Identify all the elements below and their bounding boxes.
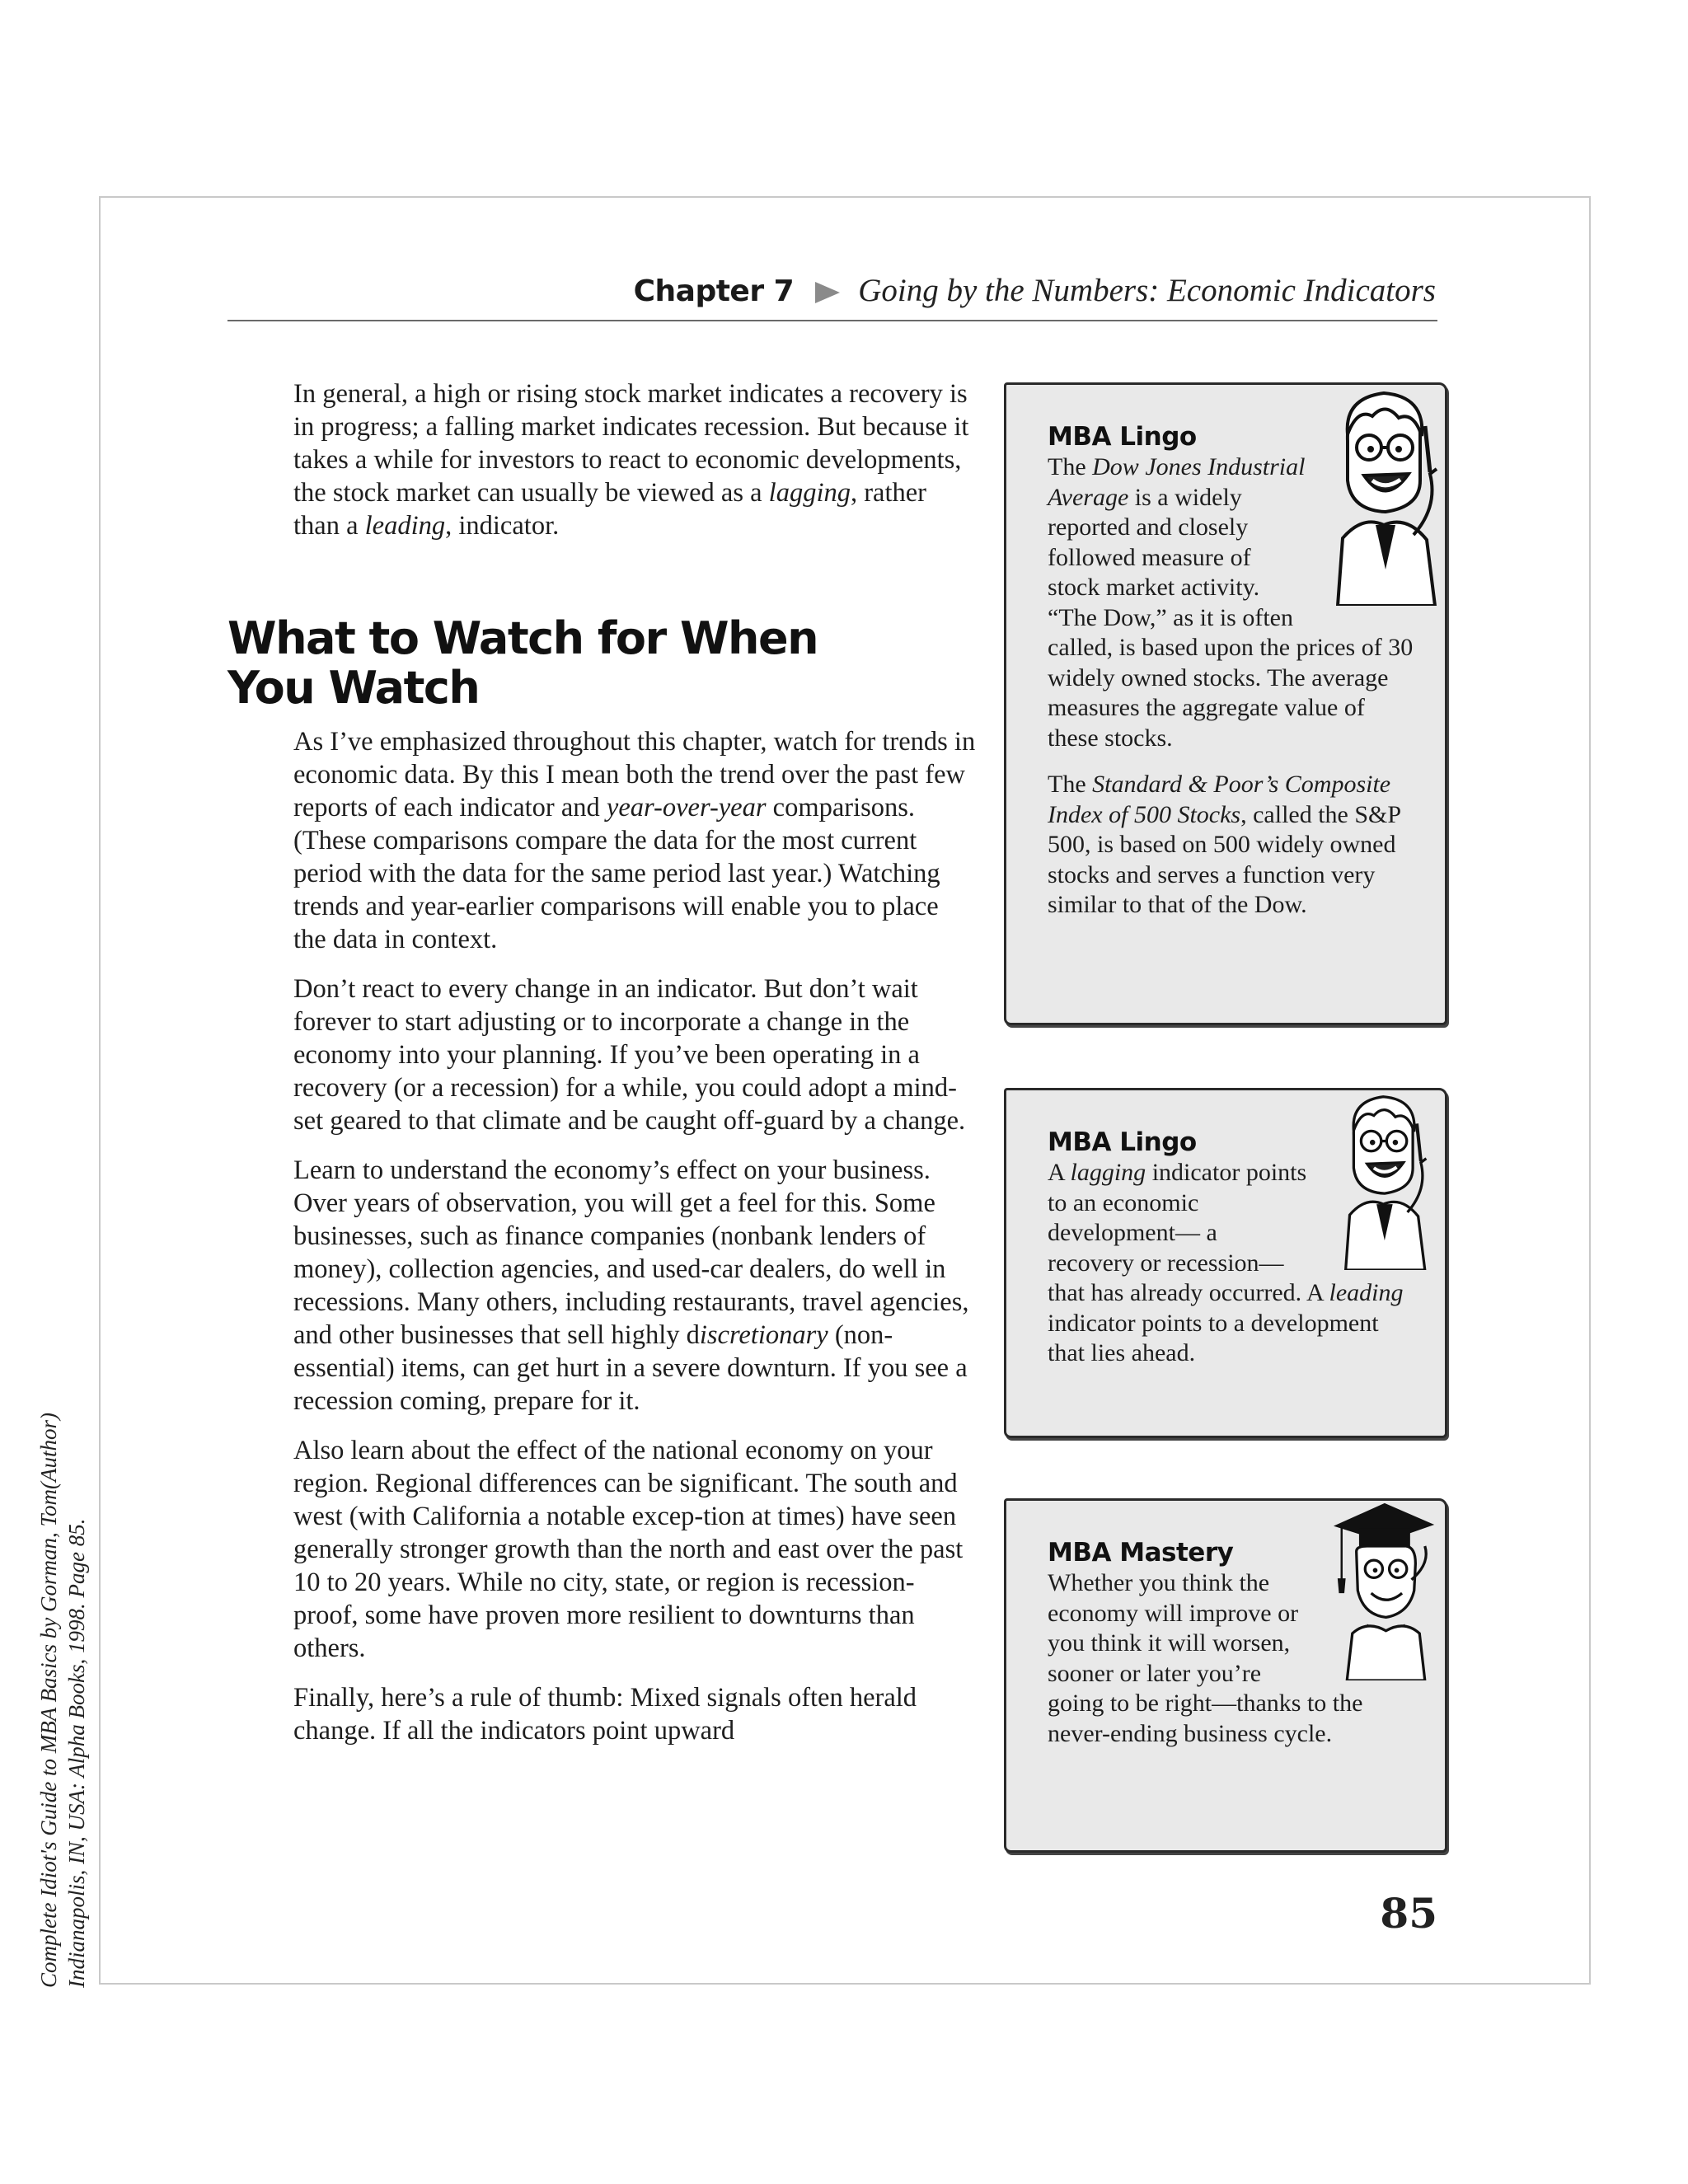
sidebar-mba-lingo-dow <box>1004 382 1447 1025</box>
citation-note <box>35 1361 91 1988</box>
section-heading-line: You Watch <box>227 662 480 714</box>
sidebar-paragraph: Whether you think the economy will improve or you think it will worsen, sooner or later you’re going to be right—thanks to the never-ending business cycle. <box>1048 1569 1363 1747</box>
paragraph: Don’t react to every change in an indicator. But don’t wait forever to start adjusting or to incorporate a change in the economy into your planning. If you’ve been operating in a recovery (or a recession) for a while, you could adopt a mind-set geared to that climate and be caught off-guard by a change. <box>293 974 966 1136</box>
paragraph: As I’ve emphasized throughout this chapter, watch for trends in economic data. By this I mean both the trend over the past few reports of each indicator and year-over-year comparisons. (These comparisons compare the data for the most current period with the data for the same period last year.) Watching trends and year-earlier comparisons will enable you to place the data in context. <box>293 727 976 954</box>
emphasis-text: lagging <box>1070 1159 1146 1186</box>
section-heading <box>227 614 969 713</box>
emphasis-text: leading <box>364 511 446 541</box>
arrow-icon <box>815 282 840 303</box>
sidebar-mba-mastery <box>1004 1498 1447 1853</box>
body-text <box>293 725 978 1764</box>
sidebar-heading: MBA Mastery <box>1048 1538 1234 1568</box>
sidebar-heading: MBA Lingo <box>1048 1127 1197 1157</box>
paragraph: Also learn about the effect of the national economy on your region. Regional differences can be significant. The south and west (with California a notable excep-tion at times) have seen generally stronger growth than the north and east over the past 10 to 20 years. While no city, state, or region is recession-proof, some have proven more resilient to downturns than others. <box>293 1436 964 1663</box>
sidebar-paragraph: A lagging indicator points to an economic development— a recovery or recession— that has already occurred. A leading indicator points to a development that lies ahead. <box>1048 1159 1404 1366</box>
sidebar-paragraph: The Standard & Poor’s Composite Index of 500 Stocks, called the S&P 500, is based on 500 widely owned stocks and serves a function very similar to that of the Dow. <box>1048 771 1400 918</box>
professor-pointing-icon <box>1315 383 1447 606</box>
emphasis-text: iscretionary <box>699 1320 828 1350</box>
page-number: 85 <box>1380 1889 1437 1938</box>
intro-text <box>293 377 978 559</box>
paragraph: Learn to understand the economy’s effect on your business. Over years of observation, you will get a feel for this. Some businesses, such as finance companies (nonbank lenders of money), collection agencies, and used-car dealers, do well in recessions. Many others, including restaurants, travel agencies, and other businesses that sell highly discretionary (non-essential) items, can get hurt in a severe downturn. If you see a recession coming, prepare for it. <box>293 1155 969 1416</box>
emphasis-text: year-over-year <box>606 793 767 823</box>
sidebar-heading: MBA Lingo <box>1048 422 1197 452</box>
paragraph: In general, a high or rising stock market indicates a recovery is in progress; a falling market indicates recession. But because it takes a while for investors to react to economic developments, the stock market can usually be viewed as a lagging, rather than a leading, indicator. <box>293 379 969 541</box>
graduate-professor-icon <box>1315 1499 1447 1680</box>
running-head <box>227 272 1437 321</box>
emphasis-text: Dow Jones Industrial Average <box>1048 453 1306 511</box>
emphasis-text: lagging <box>768 478 851 508</box>
paragraph: Finally, here’s a rule of thumb: Mixed signals often herald change. If all the indicators point upward <box>293 1683 917 1746</box>
citation-line: Indianapolis, IN, USA: Alpha Books, 1998. Page 85. <box>64 1518 89 1988</box>
professor-pointing-icon <box>1315 1089 1447 1270</box>
citation-line: Complete Idiot's Guide to MBA Basics by Gorman, Tom(Author) <box>36 1413 61 1988</box>
chapter-label: Chapter 7 <box>633 274 795 308</box>
chapter-title: Going by the Numbers: Economic Indicators <box>858 273 1436 308</box>
emphasis-text: Standard & Poor’s Composite Index of 500 Stocks <box>1048 771 1391 828</box>
emphasis-text: leading <box>1329 1279 1404 1306</box>
sidebar-mba-lingo-lagging <box>1004 1088 1447 1438</box>
section-heading-line: What to Watch for When <box>227 612 818 664</box>
sidebar-paragraph: The Dow Jones Industrial Average is a widely reported and closely followed measure of stock market activity. “The Dow,” as it is often called, is based upon the prices of 30 widely owned stocks. The average measures the aggregate value of these stocks. <box>1048 453 1414 752</box>
